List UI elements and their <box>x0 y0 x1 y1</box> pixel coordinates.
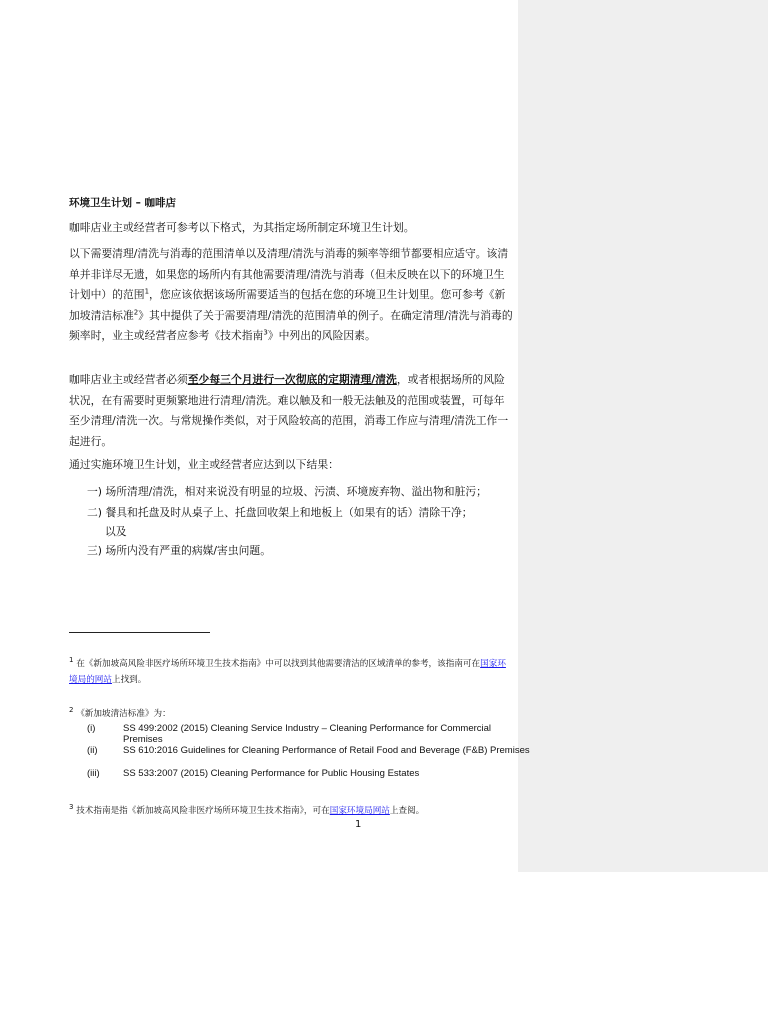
outcomes-intro: 通过实施环境卫生计划，业主或经营者应达到以下结果： <box>69 458 339 471</box>
scope-text-b: ，您应该依据该场所需要适当的包括在您的环境卫生计划里。您可参考《新加坡清洁标准 <box>69 288 506 322</box>
scope-paragraph <box>69 244 514 347</box>
scope-text-d: 》中列出的风险因素。 <box>267 329 376 342</box>
page-number: 1 <box>355 819 362 830</box>
standard-text: SS 533:2007 (2015) Cleaning Performance for Public Housing Estates <box>123 768 420 779</box>
footnote-2-mark: 2 <box>69 706 74 715</box>
standard-text: SS 610:2016 Guidelines for Cleaning Performance of Retail Food and Beverage (F&B) Premises <box>123 745 530 756</box>
footnote-ref-1[interactable]: 1 <box>144 287 150 296</box>
footnote-3-text: 技术指南是指《新加坡高风险非医疗场所环境卫生技术指南》，可在 <box>76 806 330 816</box>
outcome-item-3: 三) 场所内没有严重的病媒/害虫问题。 <box>87 544 272 557</box>
standard-item <box>87 768 535 780</box>
outcome-item-1: 一) 场所清理/清洗，相对来说没有明显的垃圾、污渍、环境废弃物、溢出物和脏污； <box>87 485 487 498</box>
frequency-paragraph <box>69 370 514 452</box>
outcome-item-2: 二) 餐具和托盘及时从桌子上、托盘回收架上和地板上（如果有的话）清除干净； <box>87 506 473 519</box>
standard-text: SS 499:2002 (2015) Cleaning Service Industry – Cleaning Performance for Commercial Premises <box>123 723 492 745</box>
standard-number: (iii) <box>87 768 100 779</box>
footnote-1-mark: 1 <box>69 656 74 665</box>
footnote-1 <box>69 656 514 688</box>
nea-website-link-3[interactable]: 国家环境局网站 <box>329 806 390 816</box>
footnote-3 <box>69 803 514 819</box>
standard-number: (i) <box>87 723 96 734</box>
footnote-ref-3[interactable]: 3 <box>263 328 268 337</box>
footnote-3-mark: 3 <box>69 803 74 812</box>
footnote-ref-2[interactable]: 2 <box>133 307 139 316</box>
footnote-1-end: 上找到。 <box>111 675 147 685</box>
footnote-2 <box>69 706 514 722</box>
standard-item <box>87 745 535 767</box>
footnote-1-text: 在《新加坡高风险非医疗场所环境卫生技术指南》中可以找到其他需要清洁的区域清单的参考，该指南可在 <box>76 659 481 669</box>
standard-item <box>87 723 535 745</box>
scope-text-c: 》其中提供了关于需要清理/清洗的范围清单的例子。在确定清理/清洗与消毒的频率时，业主或经营者应参考《技术指南 <box>69 308 513 342</box>
comment-pane <box>518 0 768 872</box>
footnote-2-text: 《新加坡清洁标准》为： <box>76 709 171 719</box>
frequency-emphasis: 至少每三个月进行一次彻底的定期清理/清洗 <box>187 373 397 386</box>
frequency-text-a: 咖啡店业主或经营者必须 <box>69 373 188 386</box>
nea-website-link-1[interactable]: 国家环境局的网站 <box>69 659 506 685</box>
footnote-separator <box>69 632 210 633</box>
document-title: 环境卫生计划 – 咖啡店 <box>69 197 177 209</box>
scope-text-a: 以下需要清理/清洗与消毒的范围清单以及清理/清洗与消毒的频率等细节都要相应适守。该清单并非详尽无遗，如果您的场所内有其他需要清理/清洗与消毒（但未反映在以下的环境卫生计划中）的范围 <box>69 247 509 301</box>
frequency-text-b: ，或者根据场所的风险状况，在有需要时更频繁地进行清理/清洗。难以触及和一般无法触及的范围或装置，可每年至少清理/清洗一次。与常规操作类似，对于风险较高的范围，消毒工作应与清理/清洗工作一起进行。 <box>69 373 509 448</box>
standard-number: (ii) <box>87 745 98 756</box>
footnote-3-end: 上查阅。 <box>389 806 425 816</box>
outcome-item-2-continuation: 以及 <box>105 525 127 538</box>
intro-paragraph: 咖啡店业主或经营者可参考以下格式，为其指定场所制定环境卫生计划。 <box>69 221 415 234</box>
